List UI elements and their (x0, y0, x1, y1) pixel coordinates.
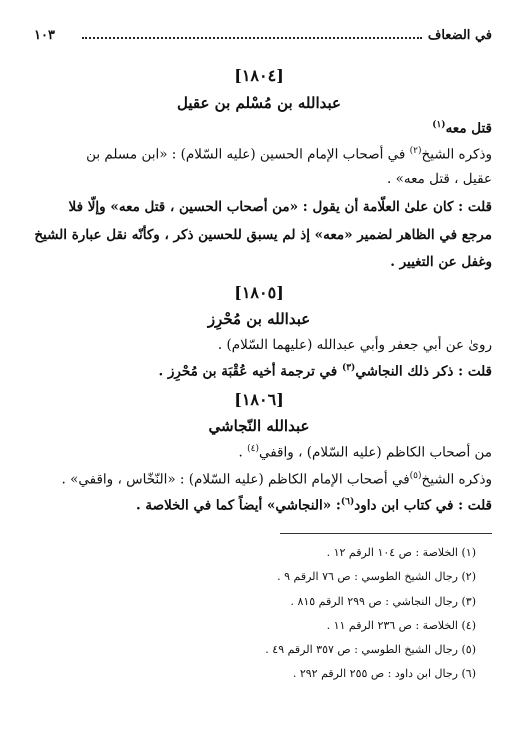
footnote: (٢) رجال الشيخ الطوسي : ص ٧٦ الرقم ٩ . (277, 570, 476, 583)
text-line: قتل معه$^{(١)}$ (432, 120, 492, 137)
text-line: من أصحاب الكاظم (عليه السّلام) ، واقفي$^{(٤)}$ . (238, 444, 492, 461)
footnote-marker[interactable]: (٦) (340, 497, 355, 507)
text-line: قلت : ذكر ذلك النجاشي$^{(٣)}$ في ترجمة أخيه عُقْبَة بن مُحْرِز . (158, 363, 492, 380)
footnote-marker[interactable]: (٣) (341, 363, 356, 373)
entry-name: عبدالله بن مُحْرِز (207, 310, 311, 328)
running-head-title: في الضعاف (427, 28, 492, 43)
footnote: (٦) رجال ابن داود : ص ٢٥٥ الرقم ٢٩٢ . (292, 667, 476, 680)
footnote: (١) الخلاصة : ص ١٠٤ الرقم ١٢ . (326, 546, 476, 559)
footnote: (٥) رجال الشيخ الطوسي : ص ٣٥٧ الرقم ٤٩ . (265, 643, 476, 656)
footnote-marker[interactable]: (٤) (247, 444, 259, 454)
running-head (34, 28, 492, 46)
text-line: قلت : كان علىٰ العلّامة أن يقول : «من أصحاب الحسين ، قتل معه» وإلّا فلا (68, 199, 492, 215)
entry-name: عبدالله النّجاشي (208, 417, 310, 435)
text-line: روىٰ عن أبي جعفر وأبي عبدالله (عليهما السّلام) . (217, 337, 492, 353)
text-line: وذكره الشيخ$^{(٥)}$في أصحاب الإمام الكاظم (عليه السّلام) : «النّخّاس ، واقفي» . (61, 471, 492, 488)
footnote-separator (280, 533, 492, 534)
text-line: مرجع في الظاهر لضمير «معه» إذ لم يسبق للحسين ذكر ، وكأنّه نقل عبارة الشيخ (34, 227, 492, 243)
entry-name: عبدالله بن مُسْلم بن عقيل (177, 94, 341, 112)
footnote-marker[interactable]: (٥) (409, 471, 422, 481)
text-line: قلت : في كتاب ابن داود$^{(٦)}$: «النجاشي» أيضاً كما في الخلاصة . (136, 497, 492, 514)
footnote: (٤) الخلاصة : ص ٢٣٦ الرقم ١١ . (326, 619, 476, 632)
entry-number: [١٨٠٤] (234, 66, 284, 85)
text-line: عقيل ، قتل معه» . (387, 171, 492, 187)
entry-number: [١٨٠٥] (234, 283, 284, 302)
leader-dots (82, 37, 422, 39)
footnote-marker[interactable]: (٢) (409, 146, 422, 156)
footnote-marker[interactable]: (١) (432, 120, 446, 130)
entry-number: [١٨٠٦] (234, 390, 284, 409)
page-number: ١٠٣ (34, 28, 55, 43)
text-line: وغفل عن التغيير . (390, 254, 492, 270)
footnote: (٣) رجال النجاشي : ص ٢٩٩ الرقم ٨١٥ . (290, 595, 476, 608)
text-line: وذكره الشيخ$^{(٢)}$ في أصحاب الإمام الحسين (عليه السّلام) : «ابن مسلم بن (86, 146, 492, 163)
